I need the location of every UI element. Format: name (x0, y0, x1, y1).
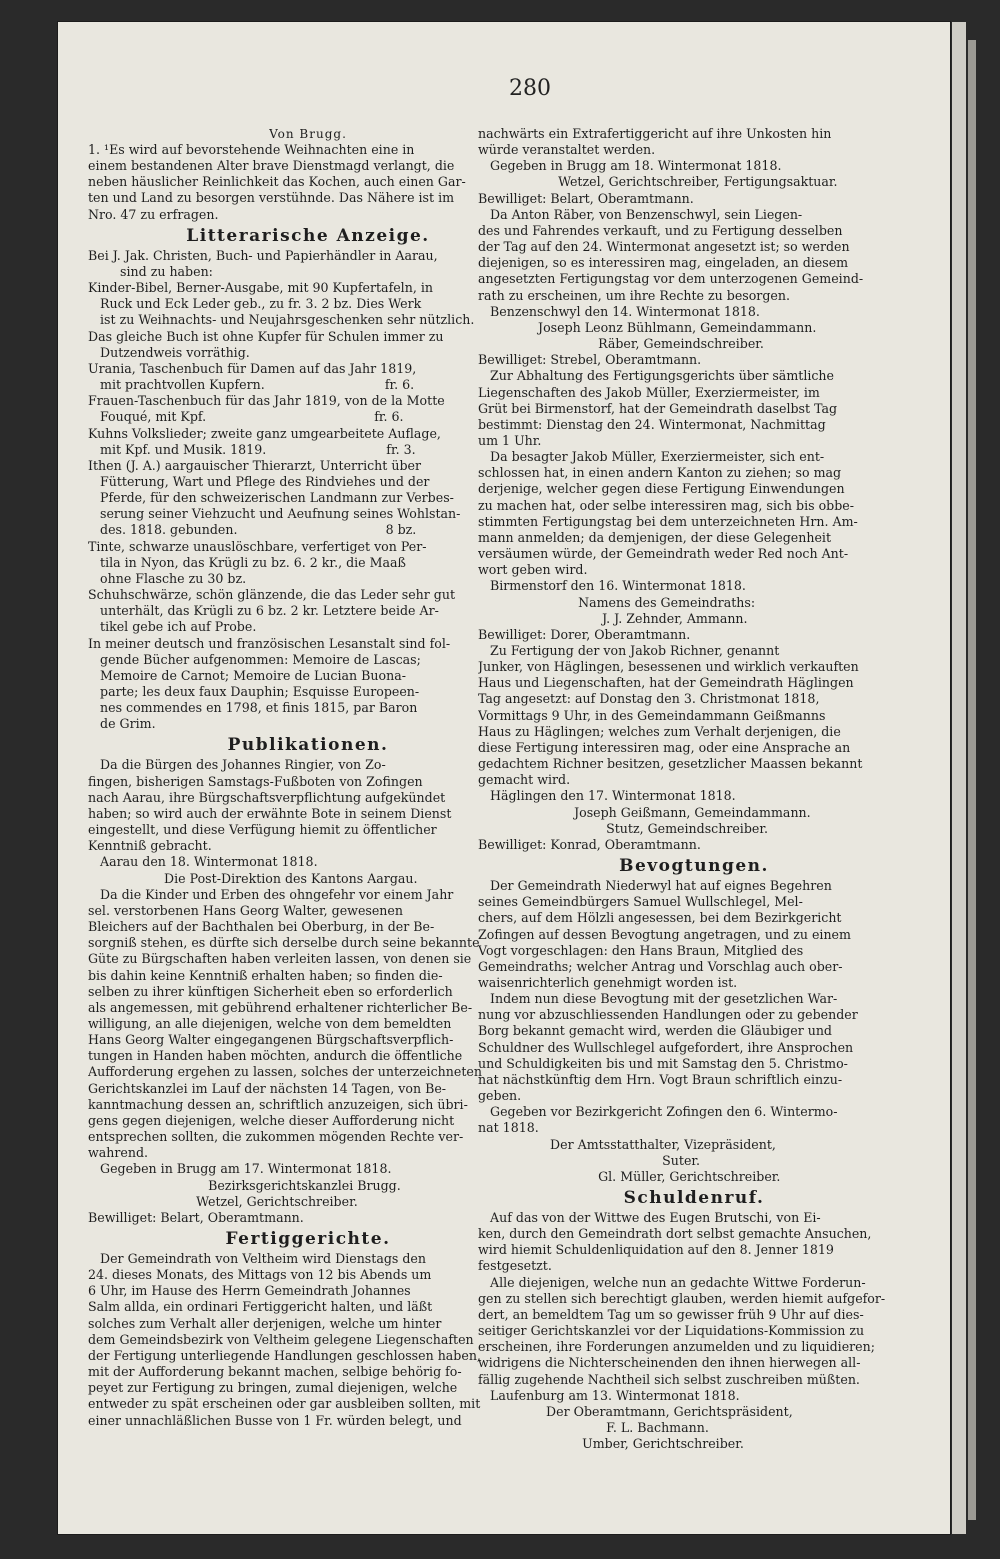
text-line: peyet zur Fertigung zu bringen, zumal diejenigen, welche (88, 1380, 458, 1396)
text-line: haben; so wird auch der erwähnte Bote in seinem Dienst (88, 805, 452, 821)
text-block (88, 142, 528, 223)
text-block (478, 878, 910, 1185)
text-line: entsprechen sollten, die zukommen mögenden Rechte ver- (88, 1129, 464, 1145)
text-line: sel. verstorbenen Hans Georg Walter, gewesenen (88, 902, 403, 918)
left-column (88, 126, 528, 1429)
text-line: Bewilliget: Belart, Oberamtmann. (88, 1209, 304, 1225)
text-line: Haus zu Häglingen; welches zum Verhalt derjenigen, die (478, 723, 841, 739)
text-line: Aufforderung ergehen zu lassen, solches der unterzeichneten (88, 1064, 482, 1080)
text-line: unterhält, das Krügli zu 6 bz. 2 kr. Letztere beide Ar- (88, 603, 439, 619)
text-line: mit prachtvollen Kupfern. fr. 6. (88, 377, 415, 393)
text-line: ten und Land zu besorgen verstühnde. Das Nähere ist im (88, 190, 455, 206)
text-line: Zofingen auf dessen Bevogtung angetragen, und zu einem (478, 926, 851, 942)
text-line: mit Kpf. und Musik. 1819. fr. 3. (88, 441, 416, 457)
page-edge (952, 22, 966, 1534)
text-line: Tinte, schwarze unauslöschbare, verfertiget von Per- (88, 538, 427, 554)
text-line: gedachtem Richner besitzen, gesetzlicher Maassen bekannt (478, 756, 863, 772)
text-line: Der Gemeindrath Niederwyl hat auf eignes Begehren (478, 878, 832, 894)
text-line: sorgniß stehen, es dürfte sich derselbe durch seine bekannte (88, 935, 480, 951)
text-line: nat 1818. (478, 1120, 539, 1136)
text-line: seitiger Gerichtskanzlei vor der Liquidations-Kommission zu (478, 1323, 865, 1339)
text-line: nat nächstkünftig dem Hrn. Vogt Braun schriftlich einzu- (478, 1071, 843, 1087)
text-line: F. L. Bachmann. (478, 1420, 709, 1436)
text-line: Da besagter Jakob Müller, Exerziermeister, sich ent- (478, 449, 825, 465)
text-block (478, 1210, 910, 1452)
text-line: Gegeben vor Bezirkgericht Zofingen den 6. Wintermo- (478, 1104, 838, 1120)
book-binding-shadow (968, 40, 976, 1520)
text-line: Wetzel, Gerichtschreiber, Fertigungsaktuar. (478, 174, 838, 190)
text-line: Benzenschwyl den 14. Wintermonat 1818. (478, 303, 760, 319)
text-line: bis dahin keine Kenntniß erhalten haben; so finden die- (88, 967, 443, 983)
section-heading: Schuldenruf. (623, 1188, 765, 1208)
text-line: Gegeben in Brugg am 17. Wintermonat 1818. (88, 1161, 392, 1177)
text-line: Urania, Taschenbuch für Damen auf das Jahr 1819, (88, 360, 417, 376)
text-line: einer unnachläßlichen Busse von 1 Fr. würden belegt, und (88, 1412, 462, 1428)
text-line: derjenige, welcher gegen diese Fertigung Einwendungen (478, 481, 845, 497)
text-line: ohne Flasche zu 30 bz. (88, 570, 247, 586)
text-line: Da die Kinder und Erben des ohngefehr vor einem Jahr (88, 886, 454, 902)
text-line: serung seiner Viehzucht und Aeufnung seines Wohlstan- (88, 506, 461, 522)
text-line: Vogt vorgeschlagen: den Hans Braun, Mitglied des (478, 942, 804, 958)
text-line: 24. dieses Monats, des Mittags von 12 bis Abends um (88, 1267, 432, 1283)
right-column (478, 126, 910, 1452)
text-line: stimmten Fertigungstag bei dem unterzeichneten Hrn. Am- (478, 513, 858, 529)
text-line: nach Aarau, ihre Bürgschaftsverpflichtung aufgekündet (88, 789, 446, 805)
text-line: willigung, an alle diejenigen, welche von dem bemeldten (88, 1015, 452, 1031)
text-line: Umber, Gerichtschreiber. (478, 1436, 744, 1452)
section-heading: Fertiggerichte. (225, 1229, 391, 1249)
text-line: Grüt bei Birmenstorf, hat der Gemeindrath daselbst Tag (478, 400, 838, 416)
text-line: Gl. Müller, Gerichtschreiber. (478, 1168, 781, 1184)
text-line: Laufenburg am 13. Wintermonat 1818. (478, 1387, 740, 1403)
text-line: des und Fahrendes verkauft, und zu Fertigung desselben (478, 222, 843, 238)
section-heading: Publikationen. (227, 735, 389, 756)
text-line: tikel gebe ich auf Probe. (88, 619, 257, 635)
text-line: Bei J. Jak. Christen, Buch- und Papierhändler in Aarau, (88, 247, 438, 263)
text-line: Bewilliget: Dorer, Oberamtmann. (478, 626, 691, 642)
text-line: erscheinen, ihre Forderungen anzumelden und zu liquidieren; (478, 1339, 875, 1355)
text-line: J. J. Zehnder, Ammann. (478, 610, 748, 626)
text-line: ken, durch den Gemeindrath dort selbst gemachte Ansuchen, (478, 1226, 872, 1242)
text-line: Bewilliget: Belart, Oberamtmann. (478, 190, 694, 206)
text-line: Gerichtskanzlei im Lauf der nächsten 14 Tagen, von Be- (88, 1080, 447, 1096)
text-line: Der Gemeindrath von Veltheim wird Dienstags den (88, 1251, 426, 1266)
text-line: Zur Abhaltung des Fertigungsgerichts über sämtliche (478, 368, 834, 384)
text-line: Fütterung, Wart und Pflege des Rindviehes und der (88, 473, 430, 489)
text-line: Räber, Gemeindschreiber. (478, 336, 764, 352)
text-line: Aarau den 18. Wintermonat 1818. (88, 854, 318, 870)
text-line: solches zum Verhalt aller derjenigen, welche um hinter (88, 1315, 442, 1331)
text-line: rath zu erscheinen, um ihre Rechte zu besorgen. (478, 287, 790, 303)
text-line: Hans Georg Walter eingegangenen Bürgschaftsverpflich- (88, 1032, 454, 1048)
section-heading: Litterarische Anzeige. (186, 225, 430, 246)
text-block (478, 126, 910, 853)
text-line: fällig zugehende Nachtheil sich selbst zuschreiben müßten. (478, 1371, 860, 1387)
text-line: nes commendes en 1798, et finis 1815, par Baron (88, 700, 418, 716)
text-line: Memoire de Carnot; Memoire de Lucian Buona- (88, 667, 406, 683)
text-line: Die Post-Direktion des Kantons Aargau. (88, 870, 418, 886)
text-line: gen zu stellen sich berechtigt glauben, werden hiemit aufgefor- (478, 1290, 886, 1306)
text-line: dert, an bemeldtem Tag um so gewisser früh 9 Uhr auf dies- (478, 1306, 864, 1322)
text-line: festgesetzt. (478, 1258, 552, 1274)
text-line: Wetzel, Gerichtschreiber. (88, 1193, 358, 1209)
text-line: chers, auf dem Hölzli angesessen, bei dem Bezirkgericht (478, 910, 842, 926)
text-line: Bewilliget: Konrad, Oberamtmann. (478, 836, 701, 852)
text-line: würde veranstaltet werden. (478, 142, 656, 158)
text-line: Zu Fertigung der von Jakob Richner, genannt (478, 643, 780, 658)
text-line: fingen, bisherigen Samstags-Fußboten von Zofingen (88, 773, 423, 789)
text-line: Kinder-Bibel, Berner-Ausgabe, mit 90 Kupfertafeln, in (88, 280, 433, 296)
text-line: sind zu haben: (88, 263, 213, 279)
text-line: geben. (478, 1088, 522, 1104)
text-line: widrigens die Nichterscheinenden den ihnen hierwegen all- (478, 1355, 861, 1371)
text-line: Schuldner des Wullschlegel aufgefordert, ihre Ansprochen (478, 1039, 854, 1055)
text-line: nachwärts ein Extrafertiggericht auf ihre Unkosten hin (478, 126, 832, 141)
text-line: seines Gemeindbürgers Samuel Wullschlegel, Mel- (478, 894, 803, 910)
text-line: bestimmt: Dienstag den 24. Wintermonat, Nachmittag (478, 416, 826, 432)
text-line: um 1 Uhr. (478, 432, 542, 448)
text-line: parte; les deux faux Dauphin; Esquisse Europeen- (88, 684, 420, 699)
text-line: Der Amtsstatthalter, Vizepräsident, (478, 1136, 776, 1152)
section-heading: Von Brugg. (269, 127, 347, 141)
text-line: mit der Aufforderung bekannt machen, selbige behörig fo- (88, 1364, 462, 1380)
text-line: Liegenschaften des Jakob Müller, Exerziermeister, im (478, 384, 820, 400)
text-line: selben zu ihrer künftigen Sicherheit eben so erforderlich (88, 983, 453, 999)
text-line: Borg bekannt gemacht wird, werden die Gläubiger und (478, 1023, 832, 1039)
text-line: Junker, von Häglingen, besessenen und wirklich verkauften (478, 659, 859, 675)
text-block (88, 757, 528, 1226)
text-line: Gemeindraths; welcher Antrag und Vorschlag auch ober- (478, 958, 843, 974)
text-line: wird hiemit Schuldenliquidation auf den 8. Jenner 1819 (478, 1242, 834, 1258)
text-line: Joseph Geißmann, Gemeindammann. (478, 804, 811, 820)
text-line: gens gegen diejenigen, welche dieser Aufforderung nicht (88, 1112, 455, 1128)
text-line: des. 1818. gebunden. 8 bz. (88, 522, 417, 538)
text-line: neben häuslicher Reinlichkeit das Kochen, auch einen Gar- (88, 174, 466, 190)
text-line: kanntmachung dessen an, schriftlich anzuzeigen, sich übri- (88, 1096, 468, 1112)
text-line: einem bestandenen Alter brave Dienstmagd verlangt, die (88, 158, 455, 174)
text-line: wahrend. (88, 1145, 149, 1161)
text-line: diejenigen, so es interessiren mag, eingeladen, an diesem (478, 255, 849, 271)
text-line: mann anmelden; da demjenigen, der diese Gelegenheit (478, 529, 832, 545)
text-line: tungen in Handen haben möchten, andurch die öffentliche (88, 1048, 463, 1064)
text-line: Ruck und Eck Leder geb., zu fr. 3. 2 bz. Dies Werk (88, 296, 422, 312)
text-line: Indem nun diese Bevogtung mit der gesetzlichen War- (478, 991, 838, 1007)
text-line: Das gleiche Buch ist ohne Kupfer für Schulen immer zu (88, 328, 444, 344)
text-line: angesetzten Fertigungstag vor dem unterzogenen Gemeind- (478, 271, 864, 287)
text-line: nung vor abzuschliessenden Handlungen oder zu gebender (478, 1007, 858, 1023)
text-line: Kenntniß gebracht. (88, 838, 212, 854)
text-line: Güte zu Bürgschaften haben verleiten lassen, von denen sie (88, 951, 472, 967)
text-line: zu machen hat, oder selbe interessiren mag, sich bis obbe- (478, 497, 855, 513)
text-block (88, 248, 528, 733)
text-line: wort geben wird. (478, 562, 588, 578)
text-line: als angemessen, mit gebührend erhaltener richterlicher Be- (88, 999, 473, 1015)
text-line: Birmenstorf den 16. Wintermonat 1818. (478, 578, 746, 594)
text-line: Auf das von der Wittwe des Eugen Brutschi, von Ei- (478, 1210, 821, 1225)
text-line: Nro. 47 zu erfragen. (88, 206, 219, 222)
text-line: tila in Nyon, das Krügli zu bz. 6. 2 kr., die Maaß (88, 554, 406, 570)
section-heading: Bevogtungen. (619, 856, 769, 877)
text-line: Bewilliget: Strebel, Oberamtmann. (478, 352, 702, 368)
text-line: diese Fertigung interessiren mag, oder eine Ansprache an (478, 739, 851, 755)
text-line: Pferde, für den schweizerischen Landmann zur Verbes- (88, 490, 454, 506)
text-line: Der Oberamtmann, Gerichtspräsident, (478, 1403, 793, 1419)
text-line: Salm allda, ein ordinari Fertiggericht halten, und läßt (88, 1299, 433, 1315)
text-line: de Grim. (88, 716, 156, 732)
text-line: Dutzendweis vorräthig. (88, 344, 250, 360)
text-line: In meiner deutsch und französischen Lesanstalt sind fol- (88, 635, 451, 651)
text-line: Suter. (478, 1152, 701, 1168)
text-line: Tag angesetzt: auf Donstag den 3. Christmonat 1818, (478, 691, 820, 707)
text-line: entweder zu spät erscheinen oder gar ausbleiben sollten, mit (88, 1396, 481, 1412)
text-line: Bezirksgerichtskanzlei Brugg. (88, 1177, 401, 1193)
text-line: Frauen-Taschenbuch für das Jahr 1819, von de la Motte (88, 393, 445, 409)
text-line: Stutz, Gemeindschreiber. (478, 820, 768, 836)
text-line: 1. ¹Es wird auf bevorstehende Weihnachten eine in (88, 142, 415, 157)
text-line: Kuhns Volkslieder; zweite ganz umgearbeitete Auflage, (88, 425, 441, 441)
text-line: der Tag auf den 24. Wintermonat angesetzt ist; so werden (478, 239, 850, 255)
text-line: gemacht wird. (478, 772, 571, 788)
text-line: waisenrichterlich genehmigt worden ist. (478, 974, 738, 990)
text-block (88, 1251, 528, 1429)
text-line: Schuhschwärze, schön glänzende, die das Leder sehr gut (88, 587, 456, 603)
text-line: Bleichers auf der Bachthalen bei Oberburg, in der Be- (88, 919, 435, 935)
text-line: Joseph Leonz Bühlmann, Gemeindammann. (478, 319, 817, 335)
text-line: eingestellt, und diese Verfügung hiemit zu öffentlicher (88, 822, 437, 838)
text-line: dem Gemeindsbezirk von Veltheim gelegene Liegenschaften (88, 1331, 474, 1347)
text-line: gende Bücher aufgenommen: Memoire de Lascas; (88, 651, 421, 667)
text-line: der Fertigung unterliegende Handlungen geschlossen haben, (88, 1347, 481, 1363)
text-line: Ithen (J. A.) aargauischer Thierarzt, Unterricht über (88, 457, 421, 473)
text-line: Fouqué, mit Kpf. fr. 6. (88, 409, 404, 425)
text-line: Gegeben in Brugg am 18. Wintermonat 1818. (478, 158, 782, 174)
text-line: Alle diejenigen, welche nun an gedachte Wittwe Forderun- (478, 1274, 866, 1290)
text-line: versäumen würde, der Gemeindrath weder Red noch Ant- (478, 546, 849, 562)
page-number: 280 (509, 76, 551, 101)
text-line: Vormittags 9 Uhr, in des Gemeindammann Geißmanns (478, 707, 826, 723)
text-line: Da die Bürgen des Johannes Ringier, von Zo- (88, 757, 386, 773)
text-line: schlossen hat, in einen andern Kanton zu ziehen; so mag (478, 465, 842, 481)
text-line: Haus und Liegenschaften, hat der Gemeindrath Häglingen (478, 675, 854, 691)
text-line: ist zu Weihnachts- und Neujahrsgeschenken sehr nützlich. (88, 312, 475, 328)
text-line: Da Anton Räber, von Benzenschwyl, sein Liegen- (478, 206, 803, 222)
text-line: Namens des Gemeindraths: (478, 594, 756, 610)
text-line: 6 Uhr, im Hause des Herrn Gemeindrath Johannes (88, 1283, 411, 1299)
text-line: Häglingen den 17. Wintermonat 1818. (478, 788, 736, 804)
text-line: und Schuldigkeiten bis und mit Samstag den 5. Christmo- (478, 1055, 848, 1071)
